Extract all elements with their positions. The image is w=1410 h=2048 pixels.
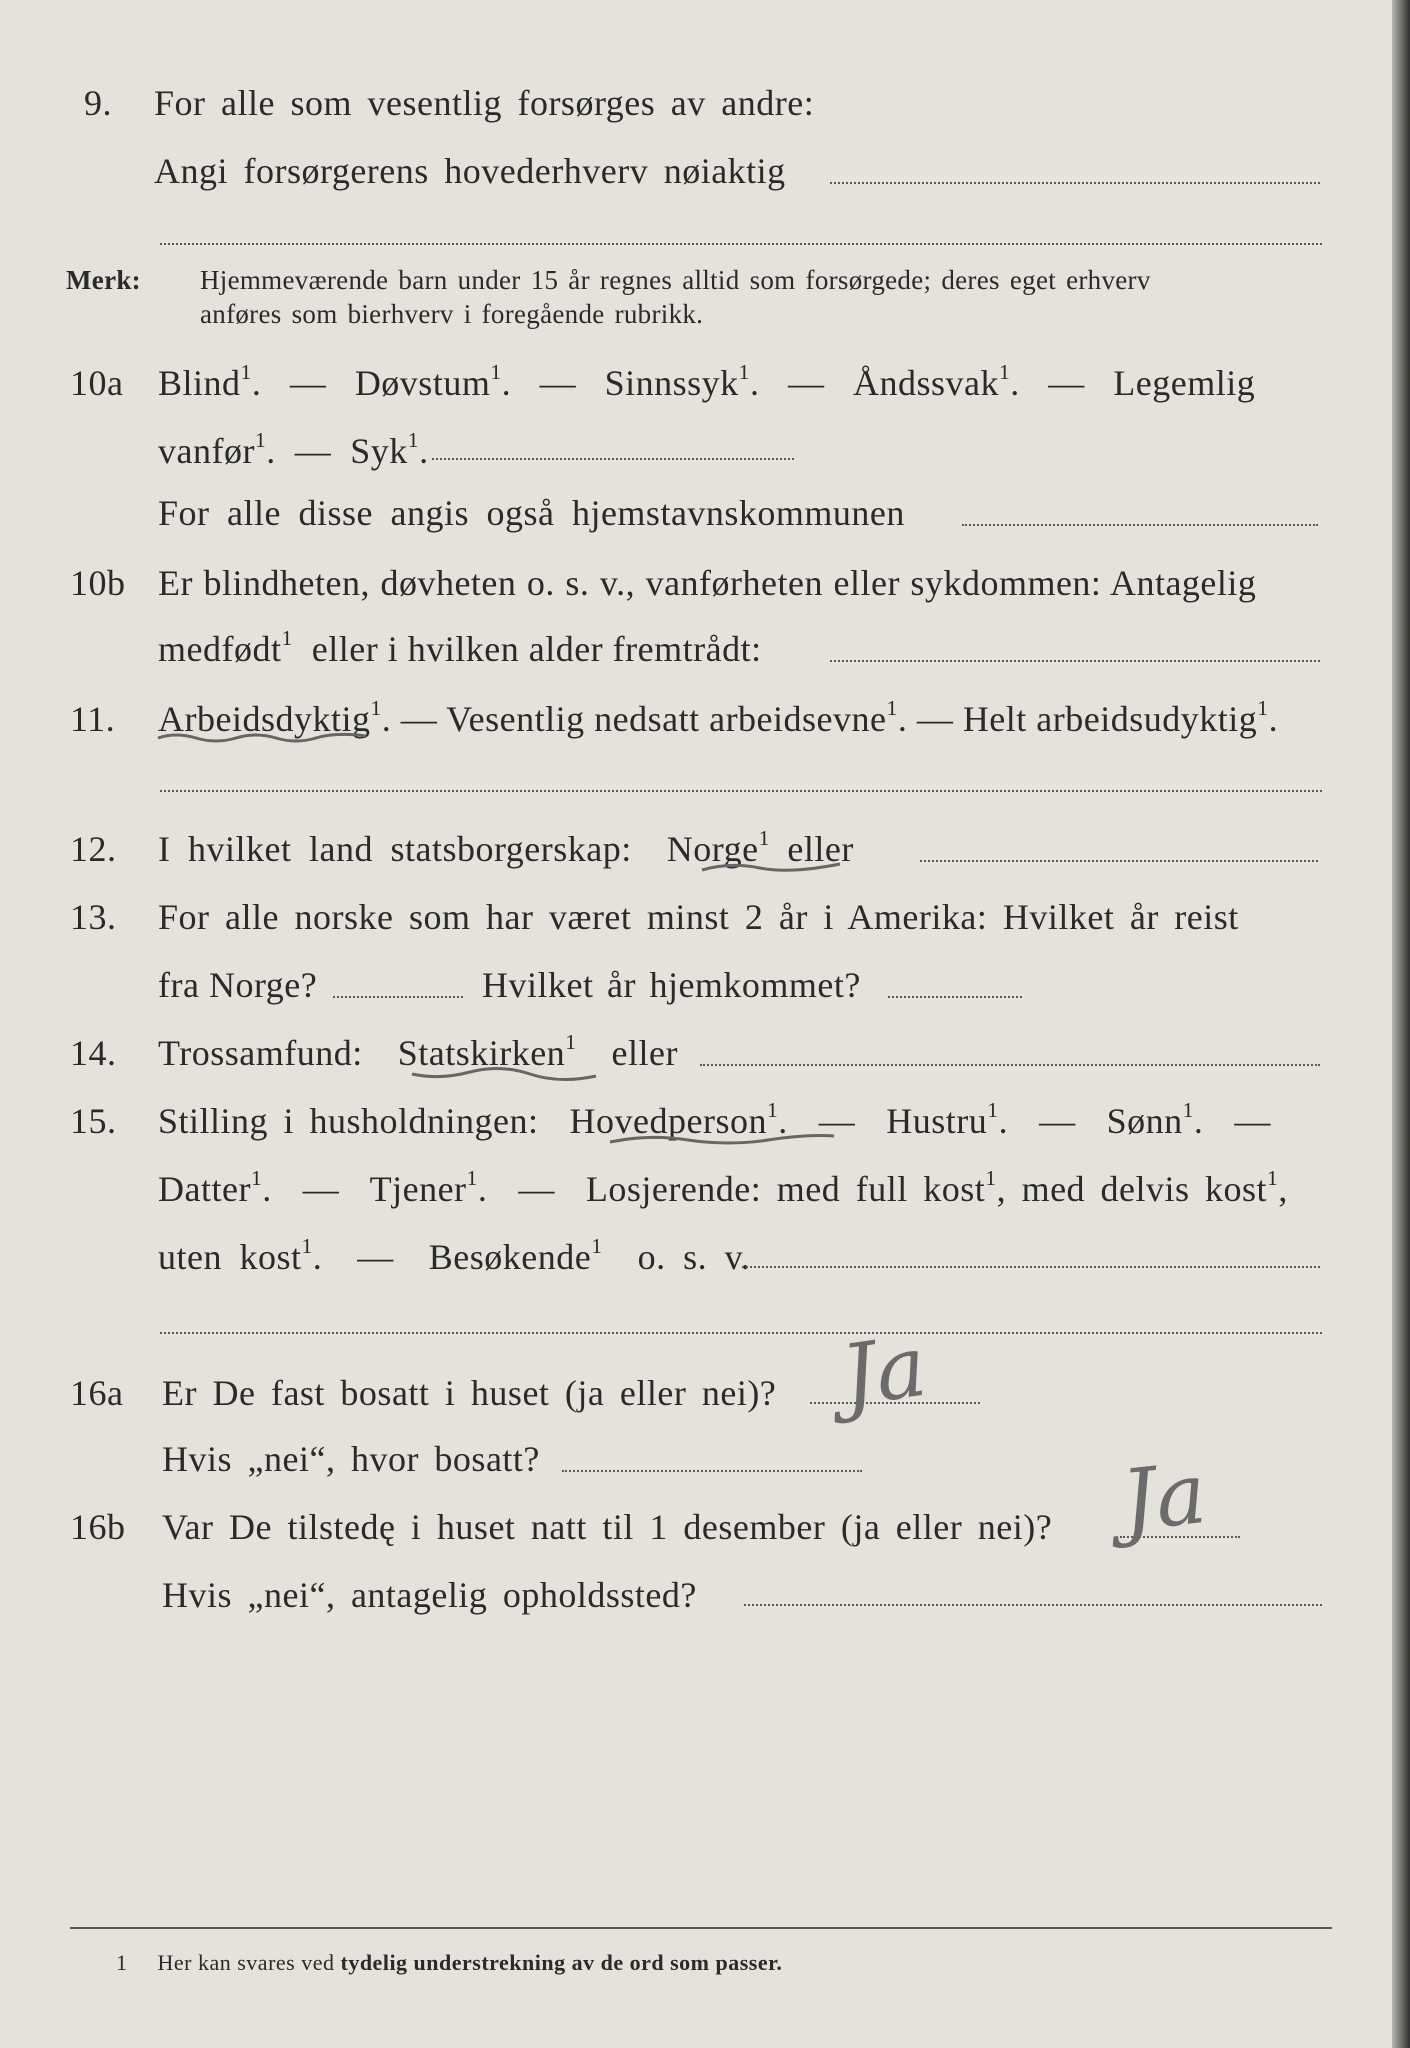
option-eller[interactable]: eller (787, 829, 854, 869)
q10b-line1: Er blindheten, døvheten o. s. v., vanførheten eller sykdommen: Antagelig (158, 563, 1257, 603)
q14-label: Trossamfund: (158, 1033, 363, 1073)
q16b-handwritten-answer: Ja (1117, 1443, 1211, 1551)
q14-number: 14. (70, 1033, 117, 1073)
option-datter[interactable]: Datter (158, 1169, 251, 1209)
footnote (116, 1950, 782, 1976)
q12-number: 12. (70, 829, 117, 869)
q15-line1: Stilling i husholdningen: Hovedperson$^1$. — Hustru$^1$. — Sønn$^1$. — (158, 1097, 1271, 1141)
option-hustru[interactable]: Hustru (886, 1101, 988, 1141)
option-syk[interactable]: Syk (350, 431, 408, 471)
q10a-syk-answer-line[interactable] (432, 458, 794, 460)
merk-note-line1: Hjemmeværende barn under 15 år regnes alltid som forsørgede; deres eget erhverv (200, 265, 1151, 295)
q15-number: 15. (70, 1101, 117, 1141)
q10b-line2: medfødt$^1$ eller i hvilken alder fremtrådt: (158, 625, 762, 669)
option-andssvak[interactable]: Åndssvak (852, 363, 999, 403)
page-edge-shadow (1392, 0, 1410, 2048)
q9-answer-line[interactable] (830, 182, 1320, 184)
q11-answer-line[interactable] (160, 790, 1322, 792)
option-uten-kost[interactable]: uten kost (158, 1237, 302, 1277)
merk-note-line2: anføres som bierhverv i foregående rubrikk. (200, 299, 704, 329)
q10a-hjemstavn-answer-line[interactable] (962, 524, 1318, 526)
q13-line1: For alle norske som har været minst 2 år i Amerika: Hvilket år reist (158, 897, 1239, 937)
q14-line: Trossamfund: Statskirken$^1$ eller (158, 1029, 678, 1073)
q11-line: Arbeidsdyktig$^1$. — Vesentlig nedsatt arbeidsevne$^1$. — Helt arbeidsudyktig$^1$. (158, 695, 1279, 739)
option-norge[interactable]: Norge (666, 829, 759, 869)
q10b-number: 10b (70, 563, 126, 603)
footnote-divider (70, 1927, 1332, 1929)
option-besokende[interactable]: Besøkende (428, 1237, 592, 1277)
footnote-mark: 1 (116, 1950, 128, 1975)
q16a-followup-answer-line[interactable] (562, 1470, 862, 1472)
merk-label: Merk: (66, 265, 141, 295)
q16a-number: 16a (70, 1373, 124, 1413)
footnote-emphasis: tydelig understrekning av de ord som passer. (340, 1950, 783, 1975)
q10a-hjemstavn-prompt: For alle disse angis også hjemstavnskommunen (158, 493, 905, 533)
q16b-number: 16b (70, 1507, 126, 1547)
q11-number: 11. (70, 699, 116, 739)
q10b-alder-prompt: eller i hvilken alder fremtrådt: (311, 629, 762, 669)
underline-statskirken-mark (410, 1064, 600, 1086)
q15-line3: uten kost$^1$. — Besøkende$^1$ o. s. v. (158, 1233, 751, 1277)
option-legemlig[interactable]: Legemlig (1113, 363, 1256, 403)
option-nedsatt-arbeidsevne[interactable]: Vesentlig nedsatt arbeidsevne (446, 699, 887, 739)
q12-question: I hvilket land statsborgerskap: (158, 829, 632, 869)
q14-answer-line[interactable] (700, 1064, 1320, 1066)
option-arbeidsudyktig[interactable]: Helt arbeidsudyktig (962, 699, 1258, 739)
q15-answer-line-2[interactable] (160, 1332, 1322, 1334)
option-sinnssyk[interactable]: Sinnssyk (604, 363, 739, 403)
q13-fra-norge: fra Norge? (158, 965, 318, 1005)
q9-question: For alle som vesentlig forsørges av andre: (154, 83, 815, 123)
q10a-line1: Blind$^1$. — Døvstum$^1$. — Sinnssyk$^1$. — Åndssvak$^1$. — Legemlig (158, 359, 1256, 403)
q12-line: I hvilket land statsborgerskap: Norge$^1$ eller (158, 825, 854, 869)
q10a-number: 10a (70, 363, 124, 403)
q10a-line2: vanfør$^1$. — Syk$^1$. (158, 427, 429, 471)
option-eller-trossamfund[interactable]: eller (611, 1033, 678, 1073)
option-blind[interactable]: Blind (158, 363, 241, 403)
q16b-followup: Hvis „nei“, antagelig opholdssted? (162, 1575, 697, 1615)
q13-number: 13. (70, 897, 117, 937)
q16b-followup-answer-line[interactable] (744, 1604, 1322, 1606)
option-hovedperson[interactable]: Hovedperson (569, 1101, 767, 1141)
q15-answer-line[interactable] (742, 1266, 1320, 1268)
q16a-followup: Hvis „nei“, hvor bosatt? (162, 1439, 540, 1479)
q9-answer-line-2[interactable] (160, 243, 1322, 245)
q16a-handwritten-answer: Ja (835, 1316, 933, 1426)
option-delvis-kost[interactable]: med delvis kost (1021, 1169, 1268, 1209)
q10b-answer-line[interactable] (830, 660, 1320, 662)
q16b-question: Var De tilstedę i huset natt til 1 desember (ja eller nei)? (162, 1507, 1053, 1547)
option-medfodt[interactable]: medfødt (158, 629, 282, 669)
q13-hjem-answer-line[interactable] (888, 996, 1022, 998)
option-arbeidsdyktig[interactable]: Arbeidsdyktig (158, 699, 371, 739)
option-tjener[interactable]: Tjener (369, 1169, 467, 1209)
q15-line2: Datter$^1$. — Tjener$^1$. — Losjerende: med full kost$^1$, med delvis kost$^1$, (158, 1165, 1288, 1209)
option-dovstum[interactable]: Døvstum (354, 363, 491, 403)
underline-norge-mark (700, 858, 850, 878)
q12-answer-line[interactable] (920, 860, 1318, 862)
q13-fra-answer-line[interactable] (333, 996, 463, 998)
option-full-kost[interactable]: Losjerende: med full kost (585, 1169, 986, 1209)
q9-number: 9. (84, 83, 112, 123)
q16a-question: Er De fast bosatt i huset (ja eller nei)? (162, 1373, 777, 1413)
option-sonn[interactable]: Sønn (1106, 1101, 1183, 1141)
option-statskirken[interactable]: Statskirken (397, 1033, 566, 1073)
underline-arbeidsdyktig-mark (156, 728, 376, 748)
footnote-text: Her kan svares ved (157, 1950, 335, 1975)
q9-instruction: Angi forsørgerens hovederhverv nøiaktig (154, 151, 786, 191)
q13-hjemkommet: Hvilket år hjemkommet? (482, 965, 861, 1005)
q15-osv: o. s. v. (637, 1237, 751, 1277)
q15-label: Stilling i husholdningen: (158, 1101, 539, 1141)
option-vanfor[interactable]: vanfør (158, 431, 255, 471)
underline-hovedperson-mark (608, 1130, 838, 1152)
